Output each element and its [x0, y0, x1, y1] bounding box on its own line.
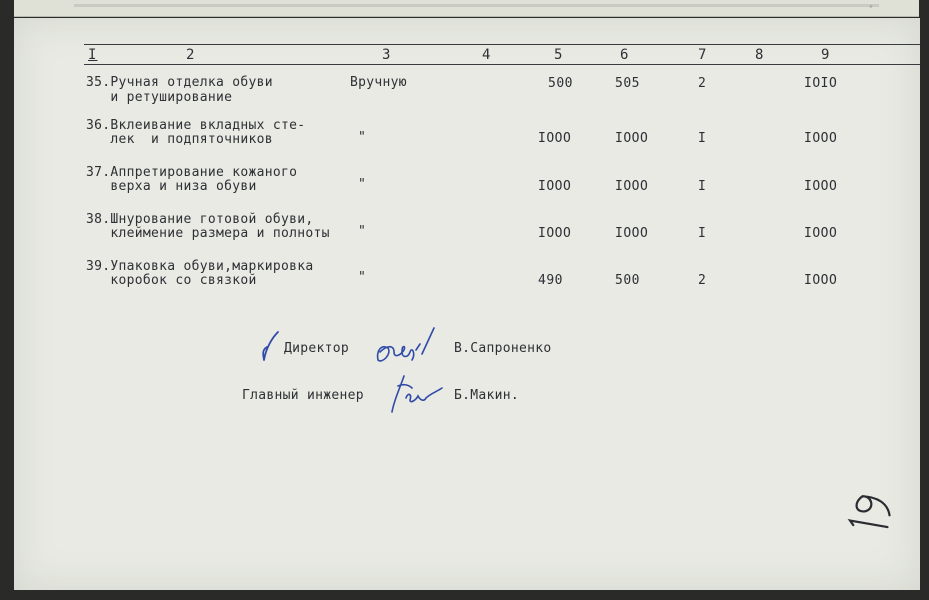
row-col9: IOOO [804, 273, 838, 288]
col-header-7: 7 [698, 47, 708, 63]
previous-page-mark: ﾞ [868, 4, 875, 18]
row-col6: 505 [615, 76, 640, 91]
row-col7: I [698, 179, 707, 194]
col-header-2: 2 [186, 47, 196, 63]
row-col5: IOOO [538, 179, 572, 194]
row-col9: IOIO [804, 76, 838, 91]
engineer-name: Б.Макин. [454, 388, 520, 403]
approval-checkmark [260, 330, 282, 364]
engineer-title: Главный инженер [242, 388, 364, 403]
director-name: В.Сапроненко [454, 341, 552, 356]
col-header-1: I [88, 47, 98, 63]
row-col5: IOOO [538, 131, 572, 146]
row-col5: 500 [548, 76, 573, 91]
row-method: " [358, 177, 367, 192]
table-top-rule [84, 44, 920, 45]
row-col6: IOOO [615, 179, 649, 194]
col-header-5: 5 [554, 47, 564, 63]
row-col6: IOOO [615, 226, 649, 241]
row-title-line-2: коробок со связкой [86, 273, 257, 288]
previous-page-line [74, 4, 879, 7]
row-title-line-1: 36.Вклеивание вкладных сте- [86, 118, 306, 133]
row-col9: IOOO [804, 131, 838, 146]
row-col7: I [698, 131, 707, 146]
row-method: " [358, 130, 367, 145]
handwritten-page-number [846, 480, 896, 542]
col-header-4: 4 [482, 47, 492, 63]
row-col9: IOOO [804, 226, 838, 241]
row-col6: 500 [615, 273, 640, 288]
row-col7: 2 [698, 273, 707, 288]
col-header-3: 3 [382, 47, 392, 63]
engineer-signature [386, 370, 456, 416]
col-header-9: 9 [821, 47, 831, 63]
row-col6: IOOO [615, 131, 649, 146]
table-header-rule [84, 64, 920, 65]
row-title-line-1: 37.Аппретирование кожаного [86, 165, 298, 180]
row-title-line-2: и ретуширование [86, 90, 233, 105]
director-title: Директор [284, 341, 350, 356]
row-col7: I [698, 226, 707, 241]
row-col9: IOOO [804, 179, 838, 194]
row-title-line-1: 38.Шнурование готовой обуви, [86, 212, 314, 227]
row-method: " [358, 224, 367, 239]
previous-page-edge [14, 0, 919, 17]
row-title-line-2: лек и подпяточников [86, 132, 273, 147]
row-method: Вручную [350, 75, 407, 90]
row-title-line-1: 39.Упаковка обуви,маркировка [86, 259, 314, 274]
row-title-line-2: верха и низа обуви [86, 179, 257, 194]
row-title-line-2: клеймение размера и полноты [86, 226, 330, 241]
row-method: " [358, 270, 367, 285]
document-page [14, 18, 920, 590]
row-col7: 2 [698, 76, 707, 91]
col-header-6: 6 [620, 47, 630, 63]
col-header-8: 8 [755, 47, 765, 63]
row-title-line-1: 35.Ручная отделка обуви [86, 75, 273, 90]
row-col5: 490 [538, 273, 563, 288]
director-signature [372, 324, 438, 370]
row-col5: IOOO [538, 226, 572, 241]
